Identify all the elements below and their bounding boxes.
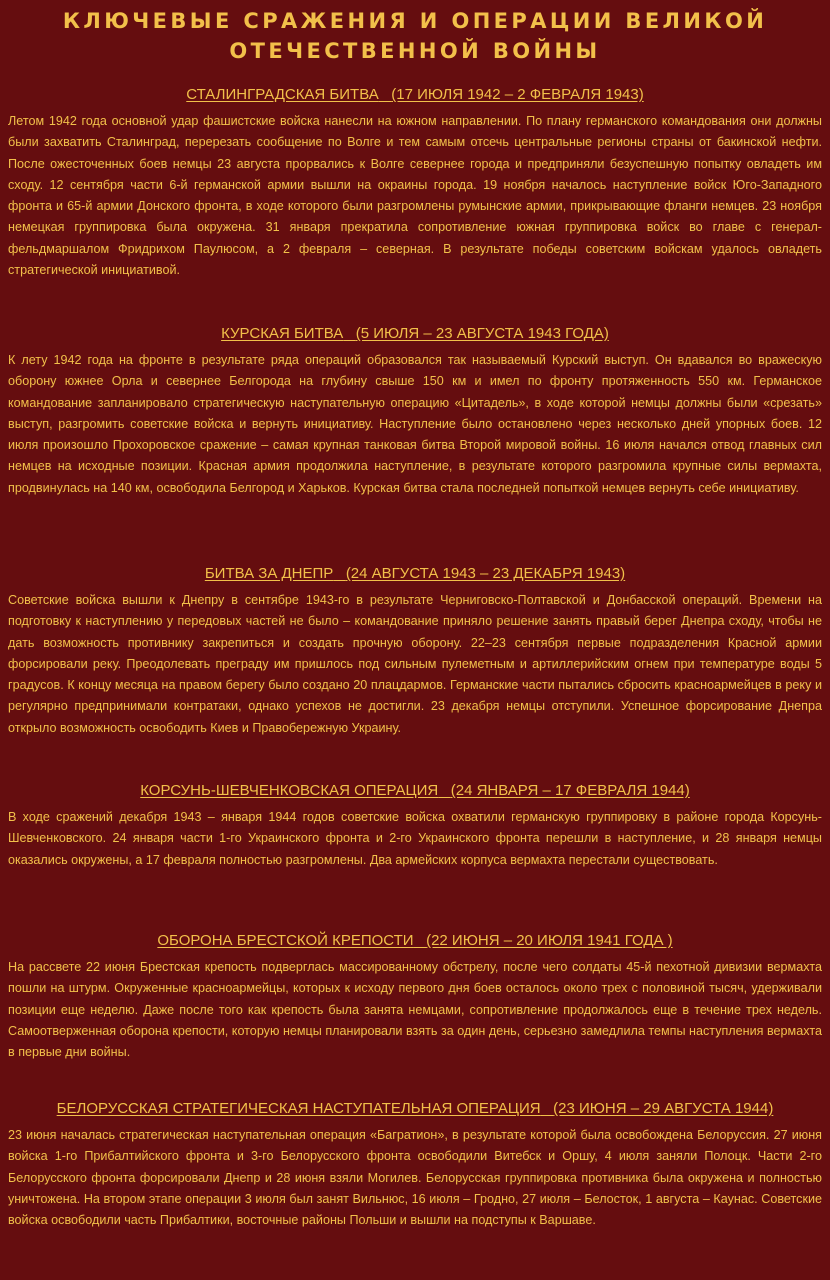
section-text: Советские войска вышли к Днепру в сентябре 1943-го в результате Черниговско-Полтавской и Донбасской операций. Времени на подготовку к наступлению у передовых частей не было – командование приняло решение занять правый берег Днепра сходу, чтобы не дать возможность противнику закрепиться и создать прочную оборону. 22–23 сентября первые подразделения Красной армии форсировали реку. Преодолевать преграду им пришлось под сильным пулеметным и артиллерийским огнем при температуре воды 5 градусов. К концу месяца на правом берегу было создано 20 плацдармов. Германские части пытались сбросить красноармейцев в реку и регулярно предпринимали контратаки, однако успехов не достигли. 23 декабря немцы отступили. Успешное форсирование Днепра открыло возможность освободить Киев и Правобережную Украину. [8, 593, 822, 735]
section-dates: (22 ИЮНЯ – 20 ИЮЛЯ 1941 ГОДА ) [426, 932, 673, 949]
section-name: БЕЛОРУССКАЯ СТРАТЕГИЧЕСКАЯ НАСТУПАТЕЛЬНАЯ ОПЕРАЦИЯ [56, 1100, 541, 1117]
section-heading [8, 563, 822, 585]
section-text: Летом 1942 года основной удар фашистские войска нанесли на южном направлении. По плану германского командования они должны были захватить Сталинград, перерезать сообщение по Волге и тем самым отсечь центральные регионы страны от бакинской нефти. После ожесточенных боев немцы 23 августа прорвались к Волге севернее города и предприняли безуспешную попытку овладеть им сходу. 12 сентября части 6-й германской армии вышли на окраины города. 19 ноября началось наступление войск Юго-Западного фронта и 65-й армии Донского фронта, в ходе которого были разгромлены румынские армии, прикрывающие фланги немцев. 23 ноября немецкая группировка была окружена. 31 января прекратила сопротивление южная группировка войск во главе с генерал-фельдмаршалом Фридрихом Паулюсом, а 2 февраля – северная. В результате победы советским войскам удалось овладеть стратегической инициативой. [8, 114, 822, 278]
page-title-line-1: КЛЮЧЕВЫЕ СРАЖЕНИЯ И ОПЕРАЦИИ ВЕЛИКОЙ [62, 9, 768, 33]
section-name: БИТВА ЗА ДНЕПР [204, 565, 334, 582]
section-heading [8, 1098, 822, 1120]
section-heading [8, 930, 822, 952]
section-belarus [8, 1098, 822, 1231]
section-text: 23 июня началась стратегическая наступательная операция «Багратион», в результате которой была освобождена Белоруссия. 27 июня войска 1-го Прибалтийского фронта и 3-го Белорусского фронта освободили Витебск и Оршу, 4 июля заняли Полоцк. Части 2-го Белорусского фронта форсировали Днепр и 28 июня взяли Могилев. Белорусская группировка противника была окружена и полностью уничтожена. На втором этапе операции 3 июля был занят Вильнюс, 16 июля – Гродно, 27 июля – Белосток, 1 августа – Каунас. Советские войска освободили часть Прибалтики, восточные районы Польши и вышли на подступы к Варшаве. [8, 1128, 822, 1228]
section-stalingrad [8, 84, 822, 281]
section-dates: (17 ИЮЛЯ 1942 – 2 ФЕВРАЛЯ 1943) [391, 86, 644, 103]
section-dates: (24 ЯНВАРЯ – 17 ФЕВРАЛЯ 1944) [450, 782, 690, 799]
section-dates: (23 ИЮНЯ – 29 АВГУСТА 1944) [553, 1100, 774, 1117]
page-title-line-2: ОТЕЧЕСТВЕННОЙ ВОЙНЫ [229, 39, 601, 63]
section-name: СТАЛИНГРАДСКАЯ БИТВА [186, 86, 379, 103]
section-text: К лету 1942 года на фронте в результате ряда операций образовался так называемый Курский выступ. Он вдавался во вражескую оборону южнее Орла и севернее Белгорода на глубину свыше 150 км и имел по фронту протяженность 550 км. Германское командование запланировало стратегическую наступательную операцию «Цитадель», в ходе которой немцы должны были «срезать» выступ, разгромить советские войска и вернуть инициативу. Наступление было остановлено через несколько дней упорных боев. 12 июля произошло Прохоровское сражение – самая крупная танковая битва Второй мировой войны. 16 июля начался отвод главных сил немцев на исходные позиции. Красная армия продолжила наступление, в результате которого разгромила крупные силы вермахта, продвинулась на 140 км, освободила Белгород и Харьков. Курская битва стала последней попыткой немцев вернуть себе инициативу. [8, 353, 822, 495]
section-text: В ходе сражений декабря 1943 – января 1944 годов советские войска охватили германскую группировку в районе города Корсунь-Шевченковского. 24 января части 1-го Украинского фронта и 2-го Украинского фронта перешли в наступление, и 28 января немцы оказались окружены, а 17 февраля полностью разгромлены. Два армейских корпуса вермахта перестали существовать. [8, 810, 822, 867]
section-name: ОБОРОНА БРЕСТСКОЙ КРЕПОСТИ [157, 932, 414, 949]
section-name: КУРСКАЯ БИТВА [221, 325, 344, 342]
section-kursk [8, 323, 822, 499]
page-title [8, 6, 822, 66]
section-dnieper [8, 563, 822, 739]
section-name: КОРСУНЬ-ШЕВЧЕНКОВСКАЯ ОПЕРАЦИЯ [140, 782, 439, 799]
section-heading [8, 84, 822, 106]
section-text: На рассвете 22 июня Брестская крепость подверглась массированному обстрелу, после чего солдаты 45-й пехотной дивизии вермахта пошли на штурм. Окруженные красноармейцы, которых к исходу первого дня боев осталось около трех с половиной тысяч, удерживали позиции еще неделю. Даже после того как крепость была занята немцами, сопротивление продолжалось еще в течение трех недель. Самоотверженная оборона крепости, которую немцы планировали взять за один день, серьезно замедлила темпы наступления вермахта в первые дни войны. [8, 960, 822, 1060]
section-dates: (5 ИЮЛЯ – 23 АВГУСТА 1943 ГОДА) [355, 325, 609, 342]
section-heading [8, 780, 822, 802]
section-dates: (24 АВГУСТА 1943 – 23 ДЕКАБРЯ 1943) [345, 565, 626, 582]
section-heading [8, 323, 822, 345]
section-brest [8, 930, 822, 1063]
section-korsun [8, 780, 822, 871]
